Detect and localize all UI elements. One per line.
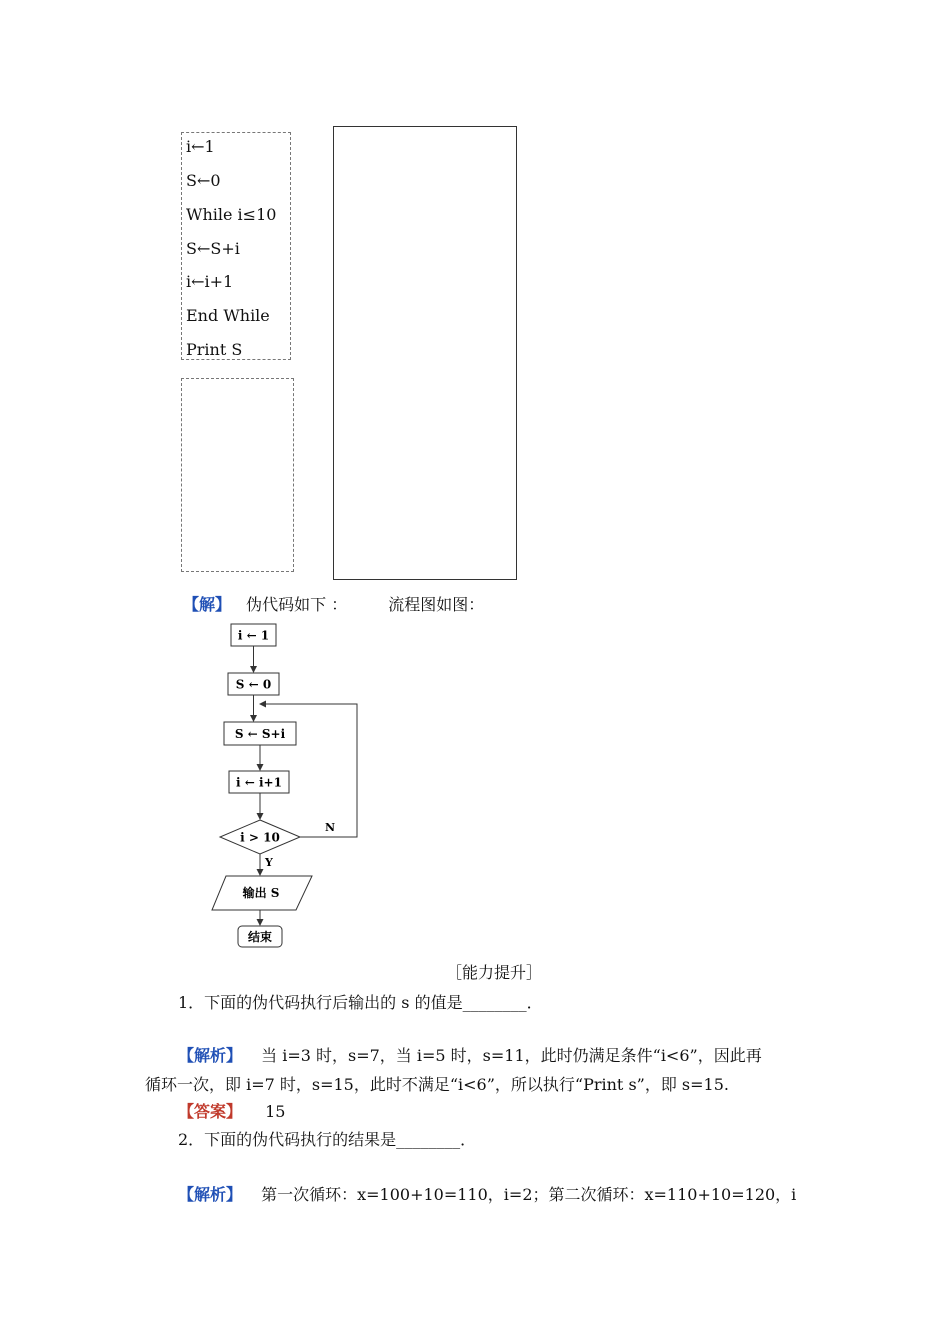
q1-analysis-line-1: [178, 1043, 762, 1066]
empty-dashed-box: [181, 378, 294, 572]
section-title: ［能力提升］: [446, 963, 543, 982]
q2-question: 2．下面的伪代码执行的结果是________．: [178, 1130, 477, 1149]
code-line-5: i←i+1: [186, 272, 234, 291]
q2-analysis-line-1: [178, 1182, 796, 1205]
q2-analysis-text-1: 第一次循环：x=100+10=110，i=2；第二次循环：x=110+10=120，i: [261, 1185, 797, 1204]
code-line-7: Print S: [186, 340, 243, 359]
q1-answer-line: [178, 1099, 285, 1122]
flow-end-label: 结束: [247, 930, 273, 944]
flow-node-increment-label: i ← i+1: [236, 775, 282, 790]
q1-answer: 15: [265, 1102, 286, 1121]
code-line-2: S←0: [186, 171, 221, 190]
code-line-3: While i≤10: [186, 205, 277, 224]
flow-node-init-s-label: S ← 0: [235, 677, 272, 692]
q1-analysis-tag: 【解析】: [178, 1046, 243, 1065]
q2-analysis-tag: 【解析】: [178, 1185, 243, 1204]
code-line-1: i←1: [186, 137, 215, 156]
flow-output-label: 输出 S: [242, 886, 280, 900]
flow-node-sum-label: S ← S+i: [234, 727, 286, 741]
flow-decision-label: i > 10: [240, 830, 280, 845]
solution-tag: 【解】: [183, 595, 232, 614]
q1-answer-tag: 【答案】: [178, 1102, 243, 1121]
flow-node-init-i-label: i ← 1: [237, 628, 270, 643]
code-line-6: End While: [186, 306, 270, 325]
q1-analysis-text-1: 当 i=3 时，s=7，当 i=5 时，s=11，此时仍满足条件“i<6”，因此再: [261, 1046, 762, 1065]
empty-solid-box: [333, 126, 517, 580]
q1-analysis-line-2: 循环一次，即 i=7 时，s=15，此时不满足“i<6”，所以执行“Print s”，即 s=15.: [145, 1075, 729, 1094]
solution-line: [183, 592, 484, 615]
flowchart: [200, 615, 380, 955]
flow-no-label: N: [325, 821, 336, 834]
code-line-4: S←S+i: [186, 239, 240, 258]
solution-text-2: 流程图如图：: [388, 595, 485, 614]
flow-yes-label: Y: [265, 856, 273, 869]
solution-text-1: 伪代码如下 ：: [246, 595, 348, 614]
q1-question: 1．下面的伪代码执行后输出的 s 的值是________．: [178, 993, 543, 1012]
